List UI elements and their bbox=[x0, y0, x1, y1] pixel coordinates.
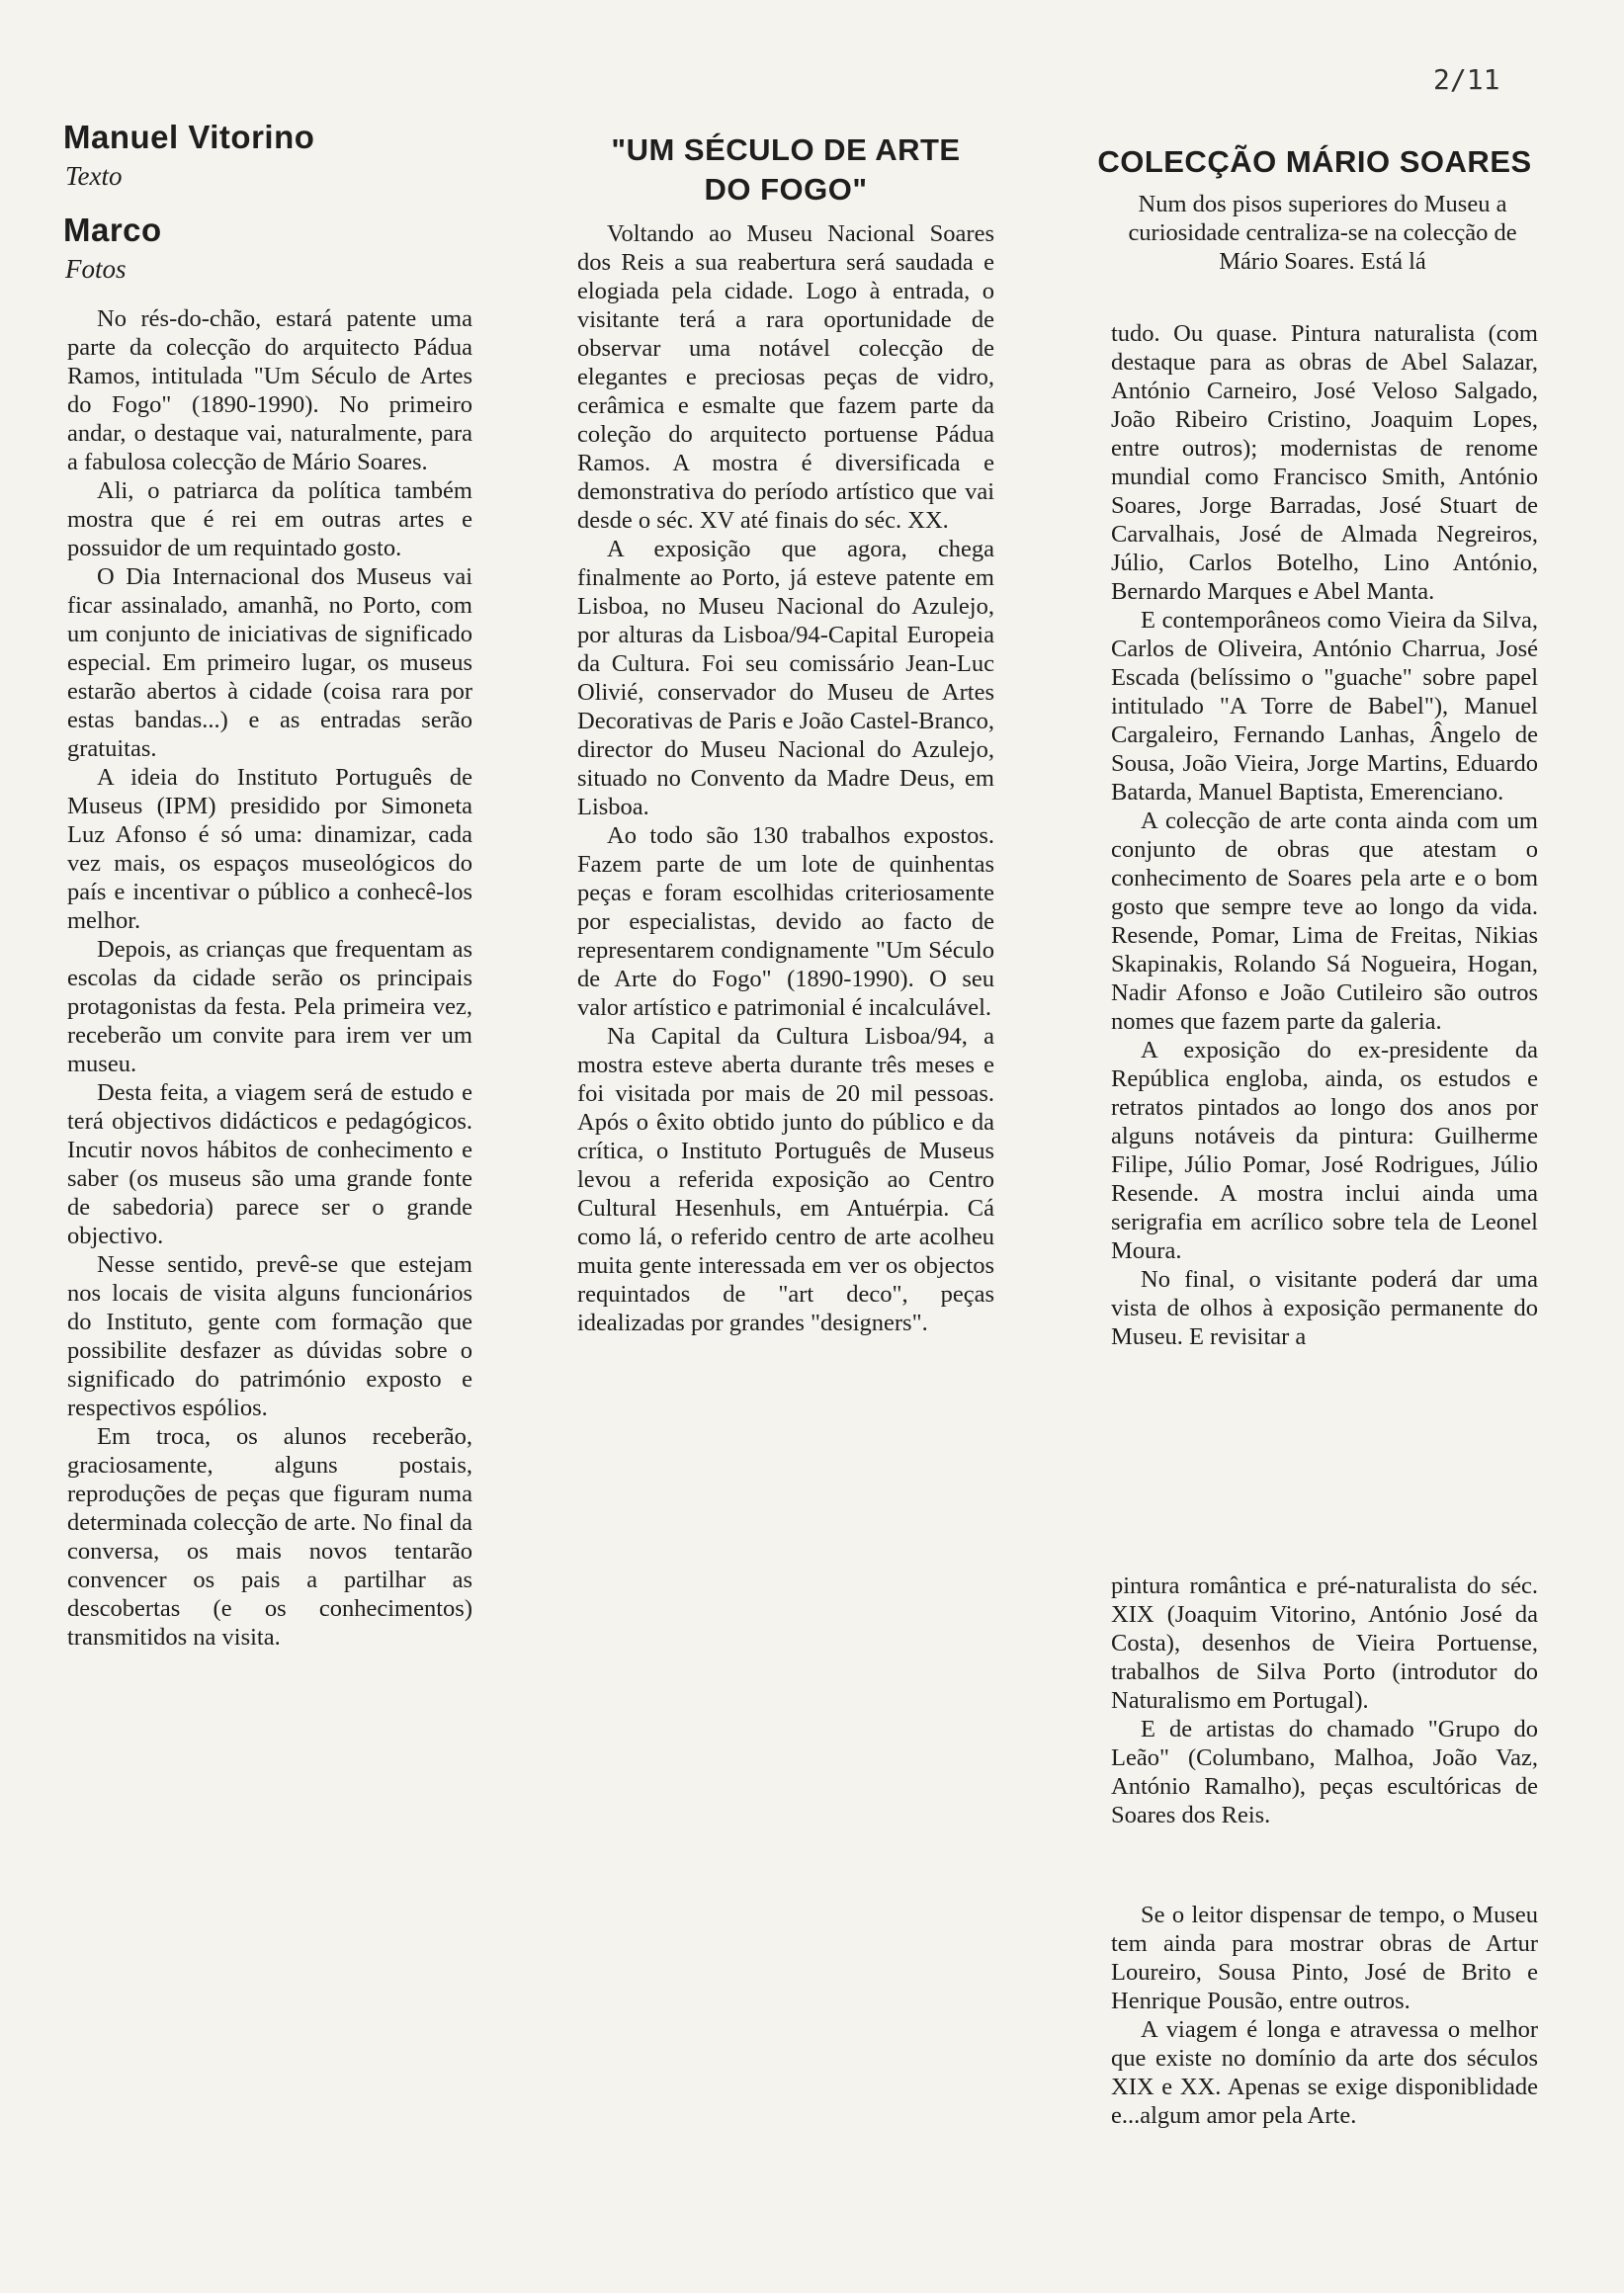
col1-paragraph: Nesse sentido, prevê-se que estejam nos locais de visita alguns funcionários do Instituto, gente com formação que possibilite desfazer as dúvidas sobre o significado do património exposto e respectivos espólios. bbox=[67, 1251, 472, 1421]
photographer-name: Marco bbox=[63, 212, 162, 248]
col3-paragraph: E contemporâneos como Vieira da Silva, Carlos de Oliveira, António Charrua, José Escada (belíssimo o "guache" sobre papel intitulado "A Torre de Babel"), Manuel Cargaleiro, Fernando Lanhas, Ângelo de Sousa, João Vieira, Jorge Martins, Eduardo Batarda, Manuel Baptista, Emerenciano. bbox=[1111, 607, 1538, 806]
column-3-part-3 bbox=[1111, 1901, 1538, 2130]
col3-intro: Num dos pisos superiores do Museu a curiosidade centraliza-se na colecção de Mário Soares. Está lá bbox=[1128, 191, 1517, 275]
col1-paragraph: Ali, o patriarca da política também mostra que é rei em outras artes e possuidor de um requintado gosto. bbox=[67, 477, 472, 561]
col3-paragraph: A colecção de arte conta ainda com um conjunto de obras que atestam o conhecimento de Soares pela arte e o bom gosto que sempre teve ao longo da vida. Resende, Pomar, Lima de Freitas, Nikias Skapinakis, Rolando Sá Nogueira, Hogan, Nadir Afonso e João Cutileiro são outros nomes que fazem parte da galeria. bbox=[1111, 807, 1538, 1035]
col2-headline bbox=[583, 130, 988, 210]
col1-paragraph: O Dia Internacional dos Museus vai ficar assinalado, amanhã, no Porto, com um conjunto de iniciativas de significado especial. Em primeiro lugar, os museus estarão abertos à cidade (coisa rara por estas bandas...) e as entradas serão gratuitas. bbox=[67, 563, 472, 762]
photographer-role: Fotos bbox=[65, 254, 127, 284]
col3-paragraph: A viagem é longa e atravessa o melhor que existe no domínio da arte dos séculos XIX e XX. Apenas se exige disponiblidade e...algum amor pela Arte. bbox=[1111, 2016, 1538, 2129]
col3-headline: COLECÇÃO MÁRIO SOARES bbox=[1097, 144, 1532, 179]
col1-paragraph: A ideia do Instituto Português de Museus (IPM) presidido por Simoneta Luz Afonso é só uma: dinamizar, cada vez mais, os espaços museológicos do país e incentivar o público a conhecê-los melhor. bbox=[67, 764, 472, 934]
page-number: 2/11 bbox=[1433, 63, 1500, 96]
author-role: Texto bbox=[65, 161, 123, 191]
col1-paragraph: Depois, as crianças que frequentam as escolas da cidade serão os principais protagonistas da festa. Pela primeira vez, receberão um convite para irem ver um museu. bbox=[67, 936, 472, 1077]
col3-paragraph: No final, o visitante poderá dar uma vista de olhos à exposição permanente do Museu. E revisitar a bbox=[1111, 1266, 1538, 1350]
col3-paragraph: Se o leitor dispensar de tempo, o Museu tem ainda para mostrar obras de Artur Loureiro, Sousa Pinto, José de Brito e Henrique Pousão, entre outros. bbox=[1111, 1902, 1538, 2014]
col3-paragraph: tudo. Ou quase. Pintura naturalista (com destaque para as obras de Abel Salazar, António Carneiro, José Veloso Salgado, João Ribeiro Cristino, Joaquim Lopes, entre outros); modernistas de renome mundial como Francisco Smith, António Soares, Jorge Barradas, José Stuart de Carvalhais, José de Almada Negreiros, Júlio, Carlos Botelho, Lino António, Bernardo Marques e Abel Manta. bbox=[1111, 320, 1538, 605]
author-name: Manuel Vitorino bbox=[63, 119, 315, 155]
col3-paragraph: pintura romântica e pré-naturalista do séc. XIX (Joaquim Vitorino, António José da Costa), desenhos de Vieira Portuense, trabalhos de Silva Porto (introdutor do Naturalismo em Portugal). bbox=[1111, 1572, 1538, 1714]
col3-paragraph: E de artistas do chamado "Grupo do Leão" (Columbano, Malhoa, João Vaz, António Ramalho), peças escultóricas de Soares dos Reis. bbox=[1111, 1716, 1538, 1828]
col2-headline-line-1: "UM SÉCULO DE ARTE bbox=[611, 132, 961, 167]
column-1 bbox=[67, 304, 472, 1652]
col1-paragraph: Em troca, os alunos receberão, graciosamente, alguns postais, reproduções de peças que figuram numa determinada colecção de arte. No final da conversa, os mais novos tentarão convencer os pais a partilhar as descobertas (e os conhecimentos) transmitidos na visita. bbox=[67, 1423, 472, 1651]
col2-paragraph: Ao todo são 130 trabalhos expostos. Fazem parte de um lote de quinhentas peças e foram escolhidas criteriosamente por especialistas, devido ao facto de representarem condignamente "Um Século de Arte do Fogo" (1890-1990). O seu valor artístico e patrimonial é incalculável. bbox=[577, 822, 994, 1021]
column-3-part-2 bbox=[1111, 1571, 1538, 1829]
column-3-part-1 bbox=[1111, 319, 1538, 1351]
col1-paragraph: No rés-do-chão, estará patente uma parte da colecção do arquitecto Pádua Ramos, intitulada "Um Século de Artes do Fogo" (1890-1990). No primeiro andar, o destaque vai, naturalmente, para a fabulosa colecção de Mário Soares. bbox=[67, 305, 472, 475]
col2-headline-line-2: DO FOGO" bbox=[704, 172, 868, 207]
column-2 bbox=[577, 219, 994, 1337]
col3-paragraph: A exposição do ex-presidente da República engloba, ainda, os estudos e retratos pintados ao longo dos anos por alguns notáveis da pintura: Guilherme Filipe, Júlio Pomar, José Rodrigues, Júlio Resende. A mostra inclui ainda uma serigrafia em acrílico sobre tela de Leonel Moura. bbox=[1111, 1037, 1538, 1264]
column-3-intro bbox=[1111, 190, 1534, 276]
col2-paragraph: A exposição que agora, chega finalmente ao Porto, já esteve patente em Lisboa, no Museu Nacional do Azulejo, por alturas da Lisboa/94-Capital Europeia da Cultura. Foi seu comissário Jean-Luc Olivié, conservador do Museu de Artes Decorativas de Paris e João Castel-Branco, director do Museu Nacional do Azulejo, situado no Convento da Madre Deus, em Lisboa. bbox=[577, 536, 994, 820]
col1-paragraph: Desta feita, a viagem será de estudo e terá objectivos didácticos e pedagógicos. Incutir novos hábitos de conhecimento e saber (os museus são uma grande fonte de sabedoria) parece ser o grande objectivo. bbox=[67, 1079, 472, 1249]
col2-paragraph: Voltando ao Museu Nacional Soares dos Reis a sua reabertura será saudada e elogiada pela cidade. Logo à entrada, o visitante terá a rara oportunidade de observar uma notável colecção de elegantes e preciosas peças de vidro, cerâmica e esmalte que fazem parte da coleção do arquitecto portuense Pádua Ramos. A mostra é diversificada e demonstrativa do período artístico que vai desde o séc. XV até finais do séc. XX. bbox=[577, 220, 994, 534]
col2-paragraph: Na Capital da Cultura Lisboa/94, a mostra esteve aberta durante três meses e foi visitada por mais de 20 mil pessoas. Após o êxito obtido junto do público e da crítica, o Instituto Português de Museus levou a referida exposição ao Centro Cultural Hesenhuls, em Antuérpia. Cá como lá, o referido centro de arte acolheu muita gente interessada em ver os objectos requintados de "art deco", peças idealizadas por grandes "designers". bbox=[577, 1023, 994, 1336]
